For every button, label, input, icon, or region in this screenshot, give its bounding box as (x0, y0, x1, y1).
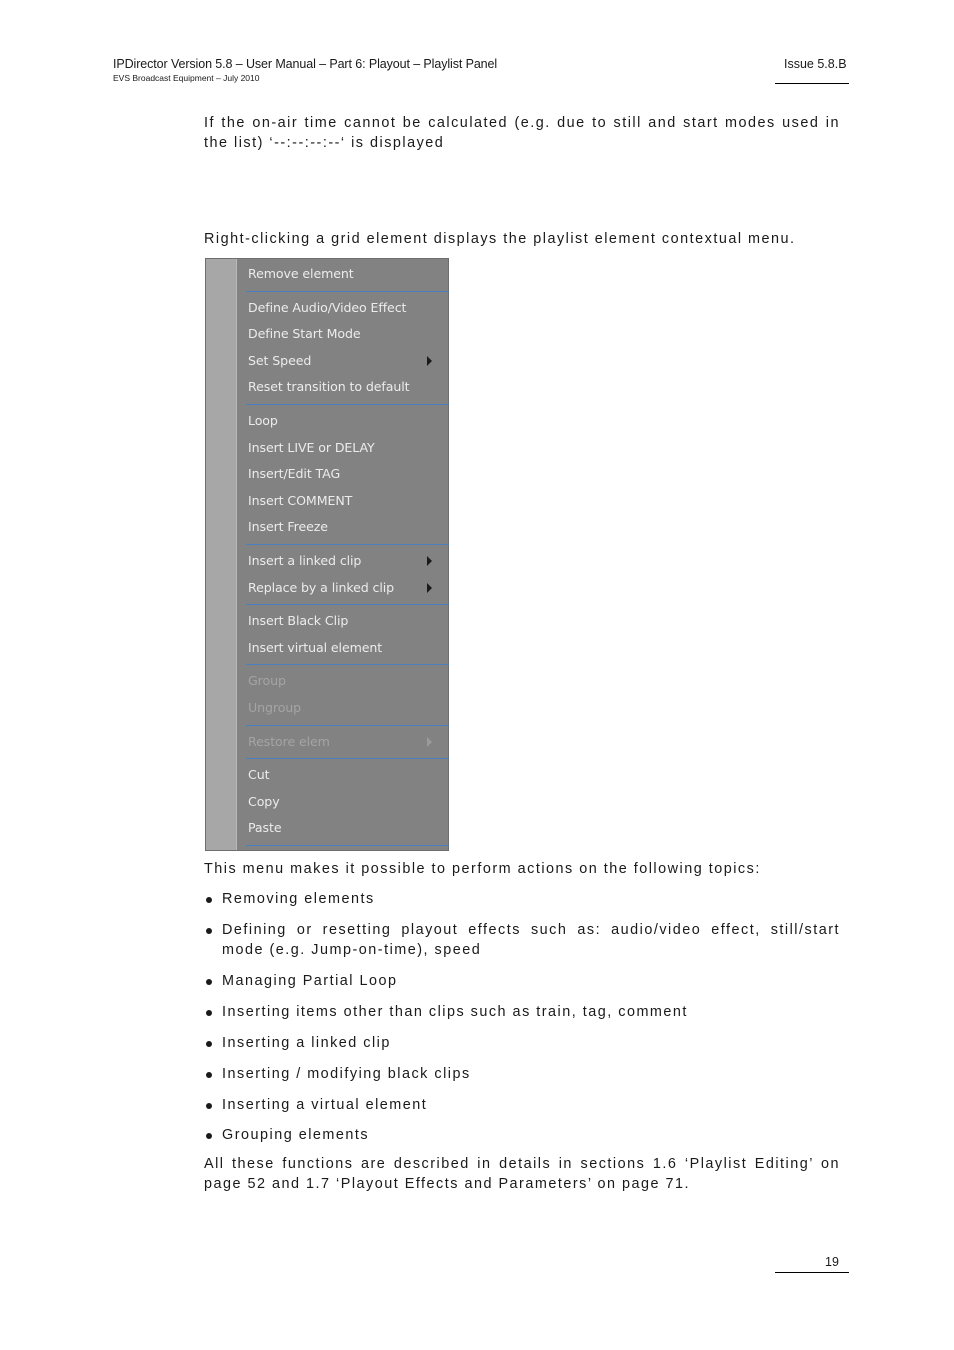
list-item: Inserting / modifying black clips (204, 1065, 840, 1085)
bullet-icon (206, 1133, 212, 1139)
bullet-icon (206, 1103, 212, 1109)
list-item: Managing Partial Loop (204, 972, 840, 992)
menu-item-label: Insert a linked clip (248, 553, 362, 568)
menu-item-insert-virtual-element[interactable]: Insert virtual element (248, 640, 383, 655)
menu-item-ungroup[interactable]: Ungroup (248, 700, 302, 715)
bullet-icon (206, 928, 212, 934)
list-item: Inserting a virtual element (204, 1096, 840, 1116)
menu-item-label: Restore elem (248, 734, 330, 749)
submenu-arrow-icon (427, 556, 432, 566)
footer-rule (775, 1272, 849, 1273)
menu-item-define-start-mode[interactable]: Define Start Mode (248, 326, 361, 341)
menu-separator (246, 845, 449, 846)
menu-item-label: Set Speed (248, 353, 312, 368)
menu-item-paste[interactable]: Paste (248, 820, 282, 835)
menu-separator (246, 544, 449, 545)
menu-separator (246, 664, 449, 665)
menu-item-insert-comment[interactable]: Insert COMMENT (248, 493, 353, 508)
page-number: 19 (825, 1255, 839, 1269)
list-item: Removing elements (204, 890, 840, 910)
menu-item-reset-transition[interactable]: Reset transition to default (248, 379, 410, 394)
closing-paragraph: All these functions are described in details in sections 1.6 ‘Playlist Editing’ on page 52 and 1.7 ‘Playout Effects and Parameters’ on page 71. (204, 1156, 840, 1192)
menu-item-cut[interactable]: Cut (248, 767, 270, 782)
menu-item-set-speed[interactable] (248, 351, 444, 371)
list-item: Inserting a linked clip (204, 1034, 840, 1054)
menu-item-insert-linked-clip[interactable] (248, 551, 444, 571)
bullet-icon (206, 1072, 212, 1078)
menu-item-group[interactable]: Group (248, 673, 286, 688)
menu-separator (246, 604, 449, 605)
playlist-element-context-menu (205, 258, 449, 851)
menu-item-replace-linked-clip[interactable] (248, 578, 444, 598)
list-item: Inserting items other than clips such as train, tag, comment (204, 1003, 840, 1023)
menu-item-insert-live-delay[interactable]: Insert LIVE or DELAY (248, 440, 375, 455)
menu-description-paragraph: This menu makes it possible to perform actions on the following topics: (204, 861, 761, 877)
list-item: Grouping elements (204, 1126, 840, 1146)
menu-item-insert-black-clip[interactable]: Insert Black Clip (248, 613, 349, 628)
menu-item-insert-edit-tag[interactable]: Insert/Edit TAG (248, 466, 341, 481)
menu-item-insert-freeze[interactable]: Insert Freeze (248, 519, 328, 534)
issue-number: Issue 5.8.B (784, 57, 847, 71)
document-title: IPDirector Version 5.8 – User Manual – Part 6: Playout – Playlist Panel (113, 57, 498, 71)
menu-item-remove-element[interactable]: Remove element (248, 266, 354, 281)
menu-separator (246, 291, 449, 292)
bullet-icon (206, 1041, 212, 1047)
right-click-paragraph: Right-clicking a grid element displays the playlist element contextual menu. (204, 231, 796, 247)
intro-paragraph: If the on-air time cannot be calculated (e.g. due to still and start modes used in the list) ‘--:--:--:--‘ is displayed (204, 115, 840, 151)
header-rule (775, 83, 849, 84)
menu-item-copy[interactable]: Copy (248, 794, 280, 809)
document-subtitle: EVS Broadcast Equipment – July 2010 (113, 73, 260, 83)
submenu-arrow-icon (427, 583, 432, 593)
menu-icon-strip (206, 259, 237, 850)
bullet-icon (206, 897, 212, 903)
menu-item-loop[interactable]: Loop (248, 413, 278, 428)
menu-item-define-av-effect[interactable]: Define Audio/Video Effect (248, 300, 407, 315)
menu-item-label: Replace by a linked clip (248, 580, 395, 595)
menu-separator (246, 404, 449, 405)
menu-separator (246, 725, 449, 726)
menu-item-restore-elem[interactable] (248, 732, 444, 752)
submenu-arrow-icon (427, 737, 432, 747)
bullet-icon (206, 979, 212, 985)
list-item: Defining or resetting playout effects such as: audio/video effect, still/start mode (e.g. Jump-on-time), speed (204, 921, 840, 960)
bullet-icon (206, 1010, 212, 1016)
menu-separator (246, 758, 449, 759)
submenu-arrow-icon (427, 356, 432, 366)
